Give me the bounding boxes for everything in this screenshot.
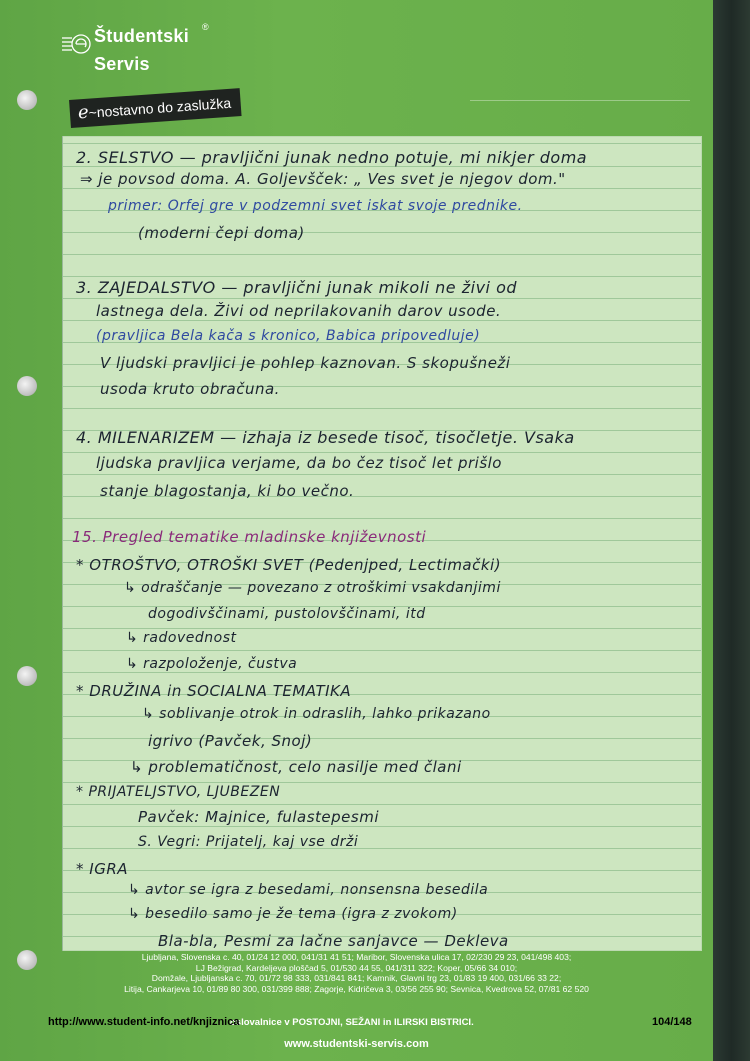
note-line: S. Vegri: Prijatelj, kaj vse drži (138, 834, 359, 850)
note-line: (moderni čepi doma) (138, 224, 305, 242)
website-link[interactable]: www.studentski-servis.com (284, 1038, 429, 1050)
note-line: ↳ soblivanje otrok in odraslih, lahko prikazano (142, 706, 491, 722)
note-line: dogodivščinami, pustolovščinami, itd (148, 606, 426, 622)
page-number: 104/148 (652, 1016, 692, 1028)
note-line: Pavček: Majnice, fulastepesmi (138, 808, 380, 826)
note-line: (pravljica Bela kača s kronico, Babica pripovedluje) (96, 328, 481, 344)
footer-address-line: Ljubljana, Slovenska c. 40, 01/24 12 000, 041/31 41 51; Maribor, Slovenska ulica 17, 02/230 29 23, 041/498 403; (141, 952, 572, 962)
footer-address-line: LJ Bežigrad, Kardeljeva ploščad 5, 01/530 44 55, 041/311 322; Koper, 05/66 34 010; (195, 962, 518, 973)
note-line: igrivo (Pavček, Snoj) (148, 732, 313, 750)
tagline-text: ~nostavno do zaslužka (88, 94, 232, 121)
note-line: ↳ odraščanje — povezano z otroškimi vsakdanjimi (124, 580, 501, 596)
branches-text: oslovalnice v POSTOJNI, SEŽANI in ILIRSKI BISTRICI. (230, 1017, 474, 1028)
note-line: Bla-bla, Pesmi za lačne sanjavce — Dekleva (158, 932, 509, 950)
note-line: ↳ razpoloženje, čustva (126, 656, 298, 672)
note-line: stanje blagostanja, ki bo večno. (100, 482, 355, 500)
source-link[interactable]: http://www.student-info.net/knjiznica (48, 1016, 240, 1028)
note-line: ↳ besedilo samo je že tema (igra z zvokom) (128, 906, 458, 922)
note-line: lastnega dela. Živi od neprilakovanih darov usode. (96, 302, 502, 320)
logo-text-line2: Servis (94, 54, 150, 74)
divider (470, 100, 690, 101)
handwritten-notes (62, 136, 702, 951)
punch-hole (17, 666, 37, 686)
note-line: ↳ problematičnost, celo nasilje med člani (130, 758, 462, 776)
logo-emblem-icon (62, 24, 92, 64)
footer-address-line: Litija, Cankarjeva 10, 01/89 80 300, 031/399 888; Zagorje, Kidričeva 3, 03/56 255 90; Sevnica, Kvedrova 52, 07/81 62 520 (124, 983, 589, 994)
punch-hole (17, 90, 37, 110)
note-line: ↳ radovednost (126, 630, 237, 646)
registered-mark: ® (202, 22, 209, 32)
note-line: * OTROŠTVO, OTROŠKI SVET (Pedenjped, Lectimački) (76, 556, 502, 574)
lined-note-sheet (62, 136, 702, 951)
note-line: * IGRA (76, 860, 128, 878)
punch-hole (17, 376, 37, 396)
note-line: ↳ avtor se igra z besedami, nonsensna besedila (128, 882, 489, 898)
binder-edge (713, 0, 750, 1061)
note-line: V ljudski pravljici je pohlep kaznovan. S skopušneži (100, 354, 511, 372)
footer-address-line: Domžale, Ljubljanska c. 70, 01/72 98 333, 031/841 841; Kamnik, Glavni trg 23, 01/83 19 400, 031/66 33 22; (151, 973, 562, 984)
note-line: ⇒ je povsod doma. A. Goljevšček: „ Ves svet je njegov dom." (80, 170, 566, 188)
note-line: usoda kruto obračuna. (100, 380, 280, 398)
note-line: * PRIJATELJSTVO, LJUBEZEN (76, 784, 281, 800)
note-line: * DRUŽINA in SOCIALNA TEMATIKA (76, 682, 352, 700)
note-line: 15. Pregled tematike mladinske književnosti (72, 528, 427, 546)
note-line: ljudska pravljica verjame, da bo čez tisoč let prišlo (96, 454, 502, 472)
tagline-e: e (77, 101, 90, 124)
footer-addresses (0, 952, 713, 994)
note-line: 2. SELSTVO — pravljični junak nedno potuje, mi nikjer doma (76, 148, 588, 167)
logo-text-line1: Študentski (94, 26, 190, 46)
note-line: primer: Orfej gre v podzemni svet iskat svoje prednike. (108, 198, 523, 214)
footer-bar (0, 1013, 713, 1033)
note-line: 3. ZAJEDALSTVO — pravljični junak mikoli ne živi od (76, 278, 518, 297)
note-line: 4. MILENARIZEM — izhaja iz besede tisoč, tisočletje. Vsaka (76, 428, 575, 447)
